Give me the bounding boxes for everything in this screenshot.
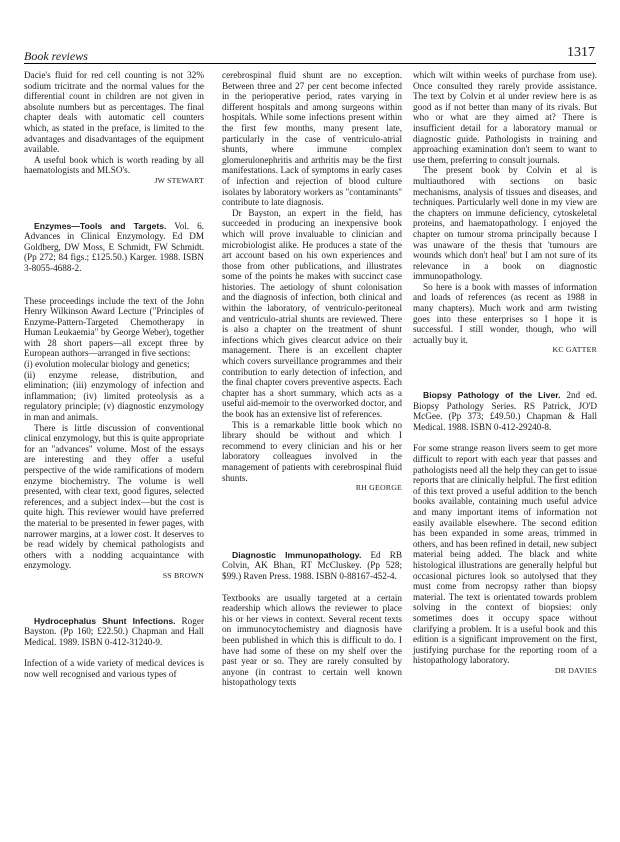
book-title: Hydrocephalus Shunt Infections. [34, 615, 176, 626]
review-text: So here is a book with masses of information and loads of references (as recent as 1988 in many chapters). Much work and arm twisting goes into these enterprises so I hope it is successful. I still wonder, though, who will actually buy it. [413, 281, 597, 345]
page-number: 1317 [567, 45, 595, 60]
review-text: A useful book which is worth reading by all haematologists and MLSO's. [24, 154, 204, 176]
spacer [413, 356, 597, 390]
review-text: cerebrospinal fluid shunt are no exception. Between three and 27 per cent become infected in the perioperative period, rates varying in different hospitals and among surgeons within hospitals. While some infections present within the first few months, many present late, particularly in the case of ventriculo-atrial shunts, where immune complex glomerulonephritis and arthritis may be the first manifestations. Lack of symptoms in early cases of infection and rejection of blood culture isolates by laboratory workers as "contaminants" contribute to late diagnosis. [222, 70, 402, 208]
review-text: The present book by Colvin et al is multiauthored with sections on basic mechanisms, analysis of tissues and diseases, and techniques. Particularly well done in my view are the chapters on immune deficiency, cytoskeletal proteins, and haematopathology. I enjoyed the chapter on tumour stroma principally because I was unaware of the thesis that 'tumours are wounds which don't heal' but I am not sure of its relevance in a book on diagnostic immunopathology. [413, 165, 597, 282]
review-text: There is little discussion of conventional clinical enzymology, but this is quite appropriate for an "advances" volume. Most of the essays are interesting and they offer a useful perspective of the wide ramifications of modern enzyme biochemistry. The volume is well presented, with clear text, good figures, selected references, and a subject index—but the cost is quite high. This reviewer would have preferred the material to be presented in fewer pages, with narrower margins, at a lower cost. It deserves to be read widely by chemical pathologists and others with a nodding acquaintance with enzymology. [24, 422, 204, 571]
list-item: (i) evolution molecular biology and genetics; [24, 359, 190, 370]
section-title: Book reviews [24, 49, 88, 63]
reviewer-signature: SS BROWN [162, 570, 204, 580]
book-details: 2nd ed. Biopsy Pathology Series. RS Patrick, JO'D McGee. (Pp 373; £49.50.) Chapman & Hall Medical. 1988. ISBN 0-412-29240-8. [413, 390, 597, 432]
reviewer-signature: JW STEWART [154, 175, 204, 185]
review-text: This is a remarkable little book which no library should be without and which I recommend to every clinician and his or her laboratory colleagues involved in the management of patients with cerebrospinal fluid shunts. [222, 419, 402, 483]
book-reference [222, 550, 402, 582]
column-3 [413, 70, 597, 676]
spacer [413, 432, 597, 443]
review-text: Infection of a wide variety of medical devices is now well recognised and various types of [24, 658, 204, 679]
spacer [24, 187, 204, 221]
spacer [24, 582, 204, 616]
spacer [222, 494, 402, 528]
list-item: (ii) enzyme release, distribution, and elimination; (iii) enzymology of infection and inflammation; (iv) limited proteolysis as a regulatory principle; (v) diagnostic enzymology in man and animals. [24, 369, 204, 423]
book-reference [24, 221, 204, 274]
spacer [24, 647, 204, 658]
page-header [0, 0, 620, 63]
review-text: Textbooks are usually targeted at a certain readership which allows the reviewer to place his or her views in context. Several recent texts on immunocytochemistry and diagnosis have been published in which this is difficult to do. I have had some of these on my shelf over the past year or so. They are rarely consulted by anyone (in contrast to certain well known histopathology texts [222, 592, 402, 688]
spacer [222, 528, 402, 550]
book-title: Enzymes—Tools and Targets. [34, 220, 167, 231]
column-2 [222, 70, 402, 688]
review-text: For some strange reason livers seem to get more difficult to report with each year that passes and pathologists need all the help they can get to issue reports that are clinically helpful. The first edition of this text proved a useful addition to the bench books available, containing much useful advice and many important items of information not easily available elsewhere. The second edition has been expanded in some areas, trimmed in others, and has been refined in detail, new subject material being added. The black and white histological illustrations are generally helpful but occasional pictures look so autolysed that they must come from necropsy rather than biopsy material. The text is orientated towards problem solving in the context of biopsies: only sometimes does it occupy space without clarifying a problem. It is a useful book and this edition is a significant improvement on the first, justifying purchase for the reporting room of a histopathology laboratory. [413, 443, 597, 666]
book-details: Roger Bayston. (Pp 160; £22.50.) Chapman and Hall Medical. 1989. ISBN 0-412-31240-9. [24, 615, 204, 647]
review-text: which wilt within weeks of purchase from use). Once consulted they rarely provide assistance. The text by Colvin et al under review here is as good as if not better than many of its rivals. But who or what are they aimed at? There is insufficient detail for a laboratory manual or diagnostic guide. Pathologists in training and approaching examination don't seem to want to use them, preferring to consult journals. [413, 70, 597, 165]
header-rule [24, 63, 596, 64]
reviewer-signature: DR DAVIES [554, 665, 597, 675]
spacer [24, 274, 204, 296]
book-reference [413, 390, 597, 432]
reviewer-signature: RH GEORGE [355, 483, 402, 493]
book-details: Vol. 6. Advances in Clinical Enzymology. Ed DM Goldberg, DW Moss, E Schmidt, FW Schmidt. (Pp 272; 84 figs.; £125.50.) Karger. 1988. ISBN 3-8055-4688-2. [24, 220, 204, 273]
review-text: Dr Bayston, an expert in the field, has succeeded in producing an inexpensive book which will prove invaluable to clinician and microbiologist alike. He produces a state of the art account based on his own experiences and those from other publications, and illustrates some of the points he makes with succinct case histories. The aetiology of shunt colonisation and the diagnosis of infection, both clinical and within the laboratory, of ventriculo-peritoneal and ventriculo-atrial shunts are reviewed. There is also a chapter on the treatment of shunt infections which gives clearcut advice on their management. There is an excellent chapter which covers surveillance programmes and their contribution to early detection of infection, and the final chapter covers preventive aspects. Each chapter has a short summary, which acts as a useful aid-memoir to the overworked doctor, and the book has an extensive list of references. [222, 207, 403, 419]
review-text: Dacie's fluid for red cell counting is not 32% sodium tricitrate and the normal values for the differential count in children are not given in absolute numbers but as percentages. The final chapter deals with automatic cell counters which, as stated in the preface, is limited to the advantages and disadvantages of the equipment available. [24, 70, 204, 155]
review-text: These proceedings include the text of the John Henry Wilkinson Award Lecture ("Principles of Enzyme-Pattern-Targeted Chemotherapy in Human Leukaemia" by George Weber), together with 28 short papers—all except three by European authors—arranged in five sections: [24, 295, 204, 359]
book-title: Diagnostic Immunopathology. [232, 549, 362, 560]
book-title: Biopsy Pathology of the Liver. [423, 390, 561, 401]
reviewer-signature: KC GATTER [552, 345, 597, 355]
column-1 [24, 70, 204, 680]
spacer [222, 582, 402, 593]
section-list [24, 359, 204, 423]
book-reference [24, 616, 204, 648]
book-details: Ed RB Colvin, AK Bhan, RT McCluskey. (Pp 528; $99.) Raven Press. 1988. ISBN 0-88167-452-4. [222, 549, 402, 581]
